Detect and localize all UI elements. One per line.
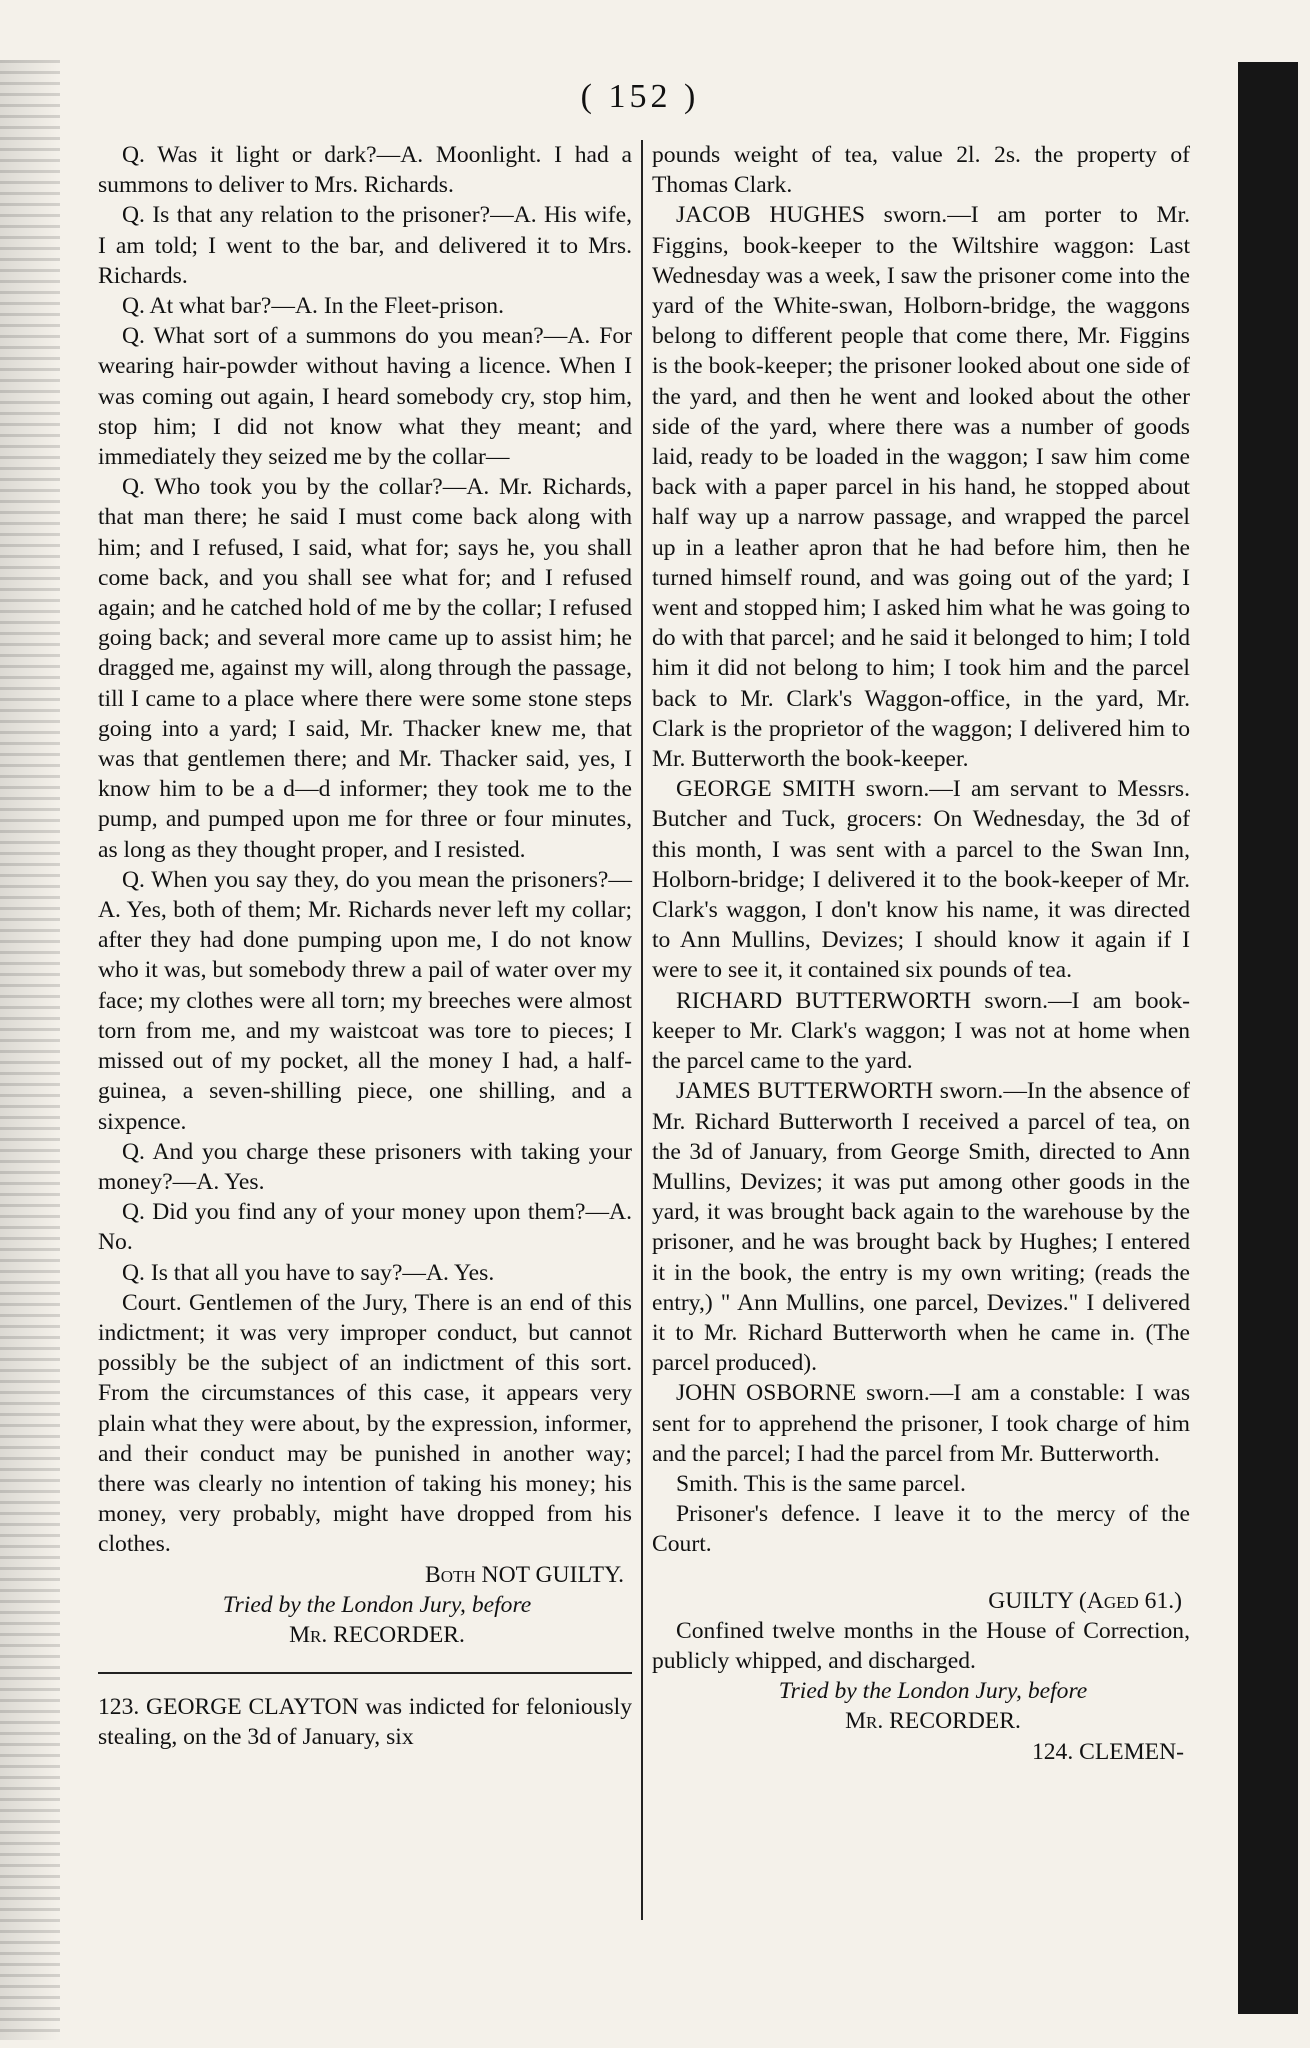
recorder-line: Mr. RECORDER.	[289, 1621, 465, 1648]
verdict: Both NOT GUILTY.	[424, 1561, 624, 1588]
paragraph: Q. When you say they, do you mean the prisoners?—A. Yes, both of them; Mr. Richards never left my collar; after they had done pumping upon me, I do not know who it was, but somebody threw a pail of water over my face; my clothes were all torn; my breeches were almost torn from me, and my waistcoat was tore to pieces; I missed out of my pocket, all the money I had, a half-guinea, a seven-shilling piece, one shilling, and a sixpence.	[98, 866, 632, 1135]
binding-gutter	[0, 60, 60, 2040]
paragraph: Q. Is that all you have to say?—A. Yes.	[122, 1259, 495, 1286]
paragraph: Smith. This is the same parcel.	[676, 1470, 966, 1497]
column-divider	[641, 140, 643, 1920]
section-rule	[98, 1672, 632, 1674]
paragraph: Q. Is that any relation to the prisoner?—A. His wife, I am told; I went to the bar, and delivered it to Mrs. Richards.	[98, 202, 632, 289]
page-number: ( 152 )	[580, 78, 700, 115]
recorder-line: Mr. RECORDER.	[845, 1708, 1021, 1735]
paragraph: Prisoner's defence. I leave it to the mercy of the Court.	[652, 1501, 1190, 1558]
left-column	[98, 140, 632, 1753]
paragraph: GEORGE SMITH sworn.—I am servant to Messrs. Butcher and Tuck, grocers: On Wednesday, the 3d of this month, I was sent with a parcel to the Swan Inn, Holborn-bridge; I delivered it to the book-keeper of Mr. Clark's waggon, I don't know his name, it was directed to Ann Mullins, Devizes; I should know it again if I were to see it, it contained six pounds of tea.	[652, 776, 1190, 984]
scan-edge-bar	[1238, 62, 1298, 2014]
tried-line: Tried by the London Jury, before	[222, 1591, 532, 1618]
verdict: GUILTY (Aged 61.)	[988, 1587, 1182, 1614]
paragraph: Court. Gentlemen of the Jury, There is an end of this indictment; it was very improper conduct, but cannot possibly be the subject of an indictment of this sort. From the circumstances of this case, it appears very plain what they were about, by the expression, informer, and their conduct may be punished in another way; there was clearly no intention of taking his money; his money, very probably, might have dropped from his clothes.	[98, 1289, 632, 1558]
case-heading: 123. GEORGE CLAYTON was indicted for feloniously stealing, on the 3d of January, six	[98, 1694, 632, 1751]
paragraph: JOHN OSBORNE sworn.—I am a constable: I was sent for to apprehend the prisoner, I took charge of him and the parcel; I had the parcel from Mr. Butterworth.	[652, 1380, 1190, 1467]
paragraph: JACOB HUGHES sworn.—I am porter to Mr. Figgins, book-keeper to the Wiltshire waggon: Last Wednesday was a week, I saw the prisoner come into the yard of the White-swan, Holborn-bridge, the waggons belong to different people that come there, Mr. Figgins is the book-keeper; the prisoner looked about one side of the yard, and then he went and looked about the other side of the yard, where there was a number of goods laid, ready to be loaded in the waggon; I saw him come back with a paper parcel in his hand, he stopped about half way up a narrow passage, and wrapped the parcel up in a leather apron that he had before him, then he turned himself round, and was going out of the yard; I went and stopped him; I asked him what he was going to do with that parcel; and he said it belonged to him; I told him it did not belong to him; I took him and the parcel back to Mr. Clark's Waggon-office, in the yard, Mr. Clark is the proprietor of the waggon; I delivered him to Mr. Butterworth the book-keeper.	[652, 202, 1190, 773]
paragraph: Q. At what bar?—A. In the Fleet-prison.	[122, 293, 505, 320]
right-column	[652, 140, 1190, 1767]
paragraph: Q. Who took you by the collar?—A. Mr. Richards, that man there; he said I must come back along with him; and I refused, I said, what for; says he, you shall come back, and you shall see what for; and I refused again; and he catched hold of me by the collar; I refused going back; and several more came up to assist him; he dragged me, against my will, along through the passage, till I came to a place where there were some stone steps going into a yard; I said, Mr. Thacker knew me, that was that gentlemen there; and Mr. Thacker said, yes, I know him to be a d—d informer; they took me to the pump, and pumped upon me for three or four minutes, as long as they thought proper, and I resisted.	[98, 474, 632, 863]
sentence: Confined twelve months in the House of Correction, publicly whipped, and discharged.	[652, 1617, 1190, 1674]
paragraph: Q. What sort of a summons do you mean?—A. For wearing hair-powder without having a licence. When I was coming out again, I heard somebody cry, stop him, stop him; I did not know what they meant; and immediately they seized me by the collar—	[98, 323, 632, 471]
paragraph: RICHARD BUTTERWORTH sworn.—I am book-keeper to Mr. Clark's waggon; I was not at home when the parcel came to the yard.	[652, 987, 1190, 1075]
paragraph: Q. Did you find any of your money upon them?—A. No.	[98, 1199, 632, 1256]
paragraph: Q. Was it light or dark?—A. Moonlight. I had a summons to deliver to Mrs. Richards.	[98, 142, 632, 199]
paragraph: JAMES BUTTERWORTH sworn.—In the absence of Mr. Richard Butterworth I received a parcel of tea, on the 3d of January, from George Smith, directed to Ann Mullins, Devizes; it was put among other goods in the yard, it was brought back again to the warehouse by the prisoner, and he was brought back by Hughes; I entered it in the book, the entry is my own writing; (reads the entry,) " Ann Mullins, one parcel, Devizes." I delivered it to Mr. Richard Butterworth when he came in. (The parcel produced).	[652, 1078, 1190, 1377]
paragraph: Q. And you charge these prisoners with taking your money?—A. Yes.	[98, 1138, 632, 1195]
catchword: 124. CLEMEN-	[1031, 1738, 1184, 1765]
paragraph: pounds weight of tea, value 2l. 2s. the property of Thomas Clark.	[652, 142, 1190, 199]
tried-line: Tried by the London Jury, before	[778, 1678, 1088, 1705]
